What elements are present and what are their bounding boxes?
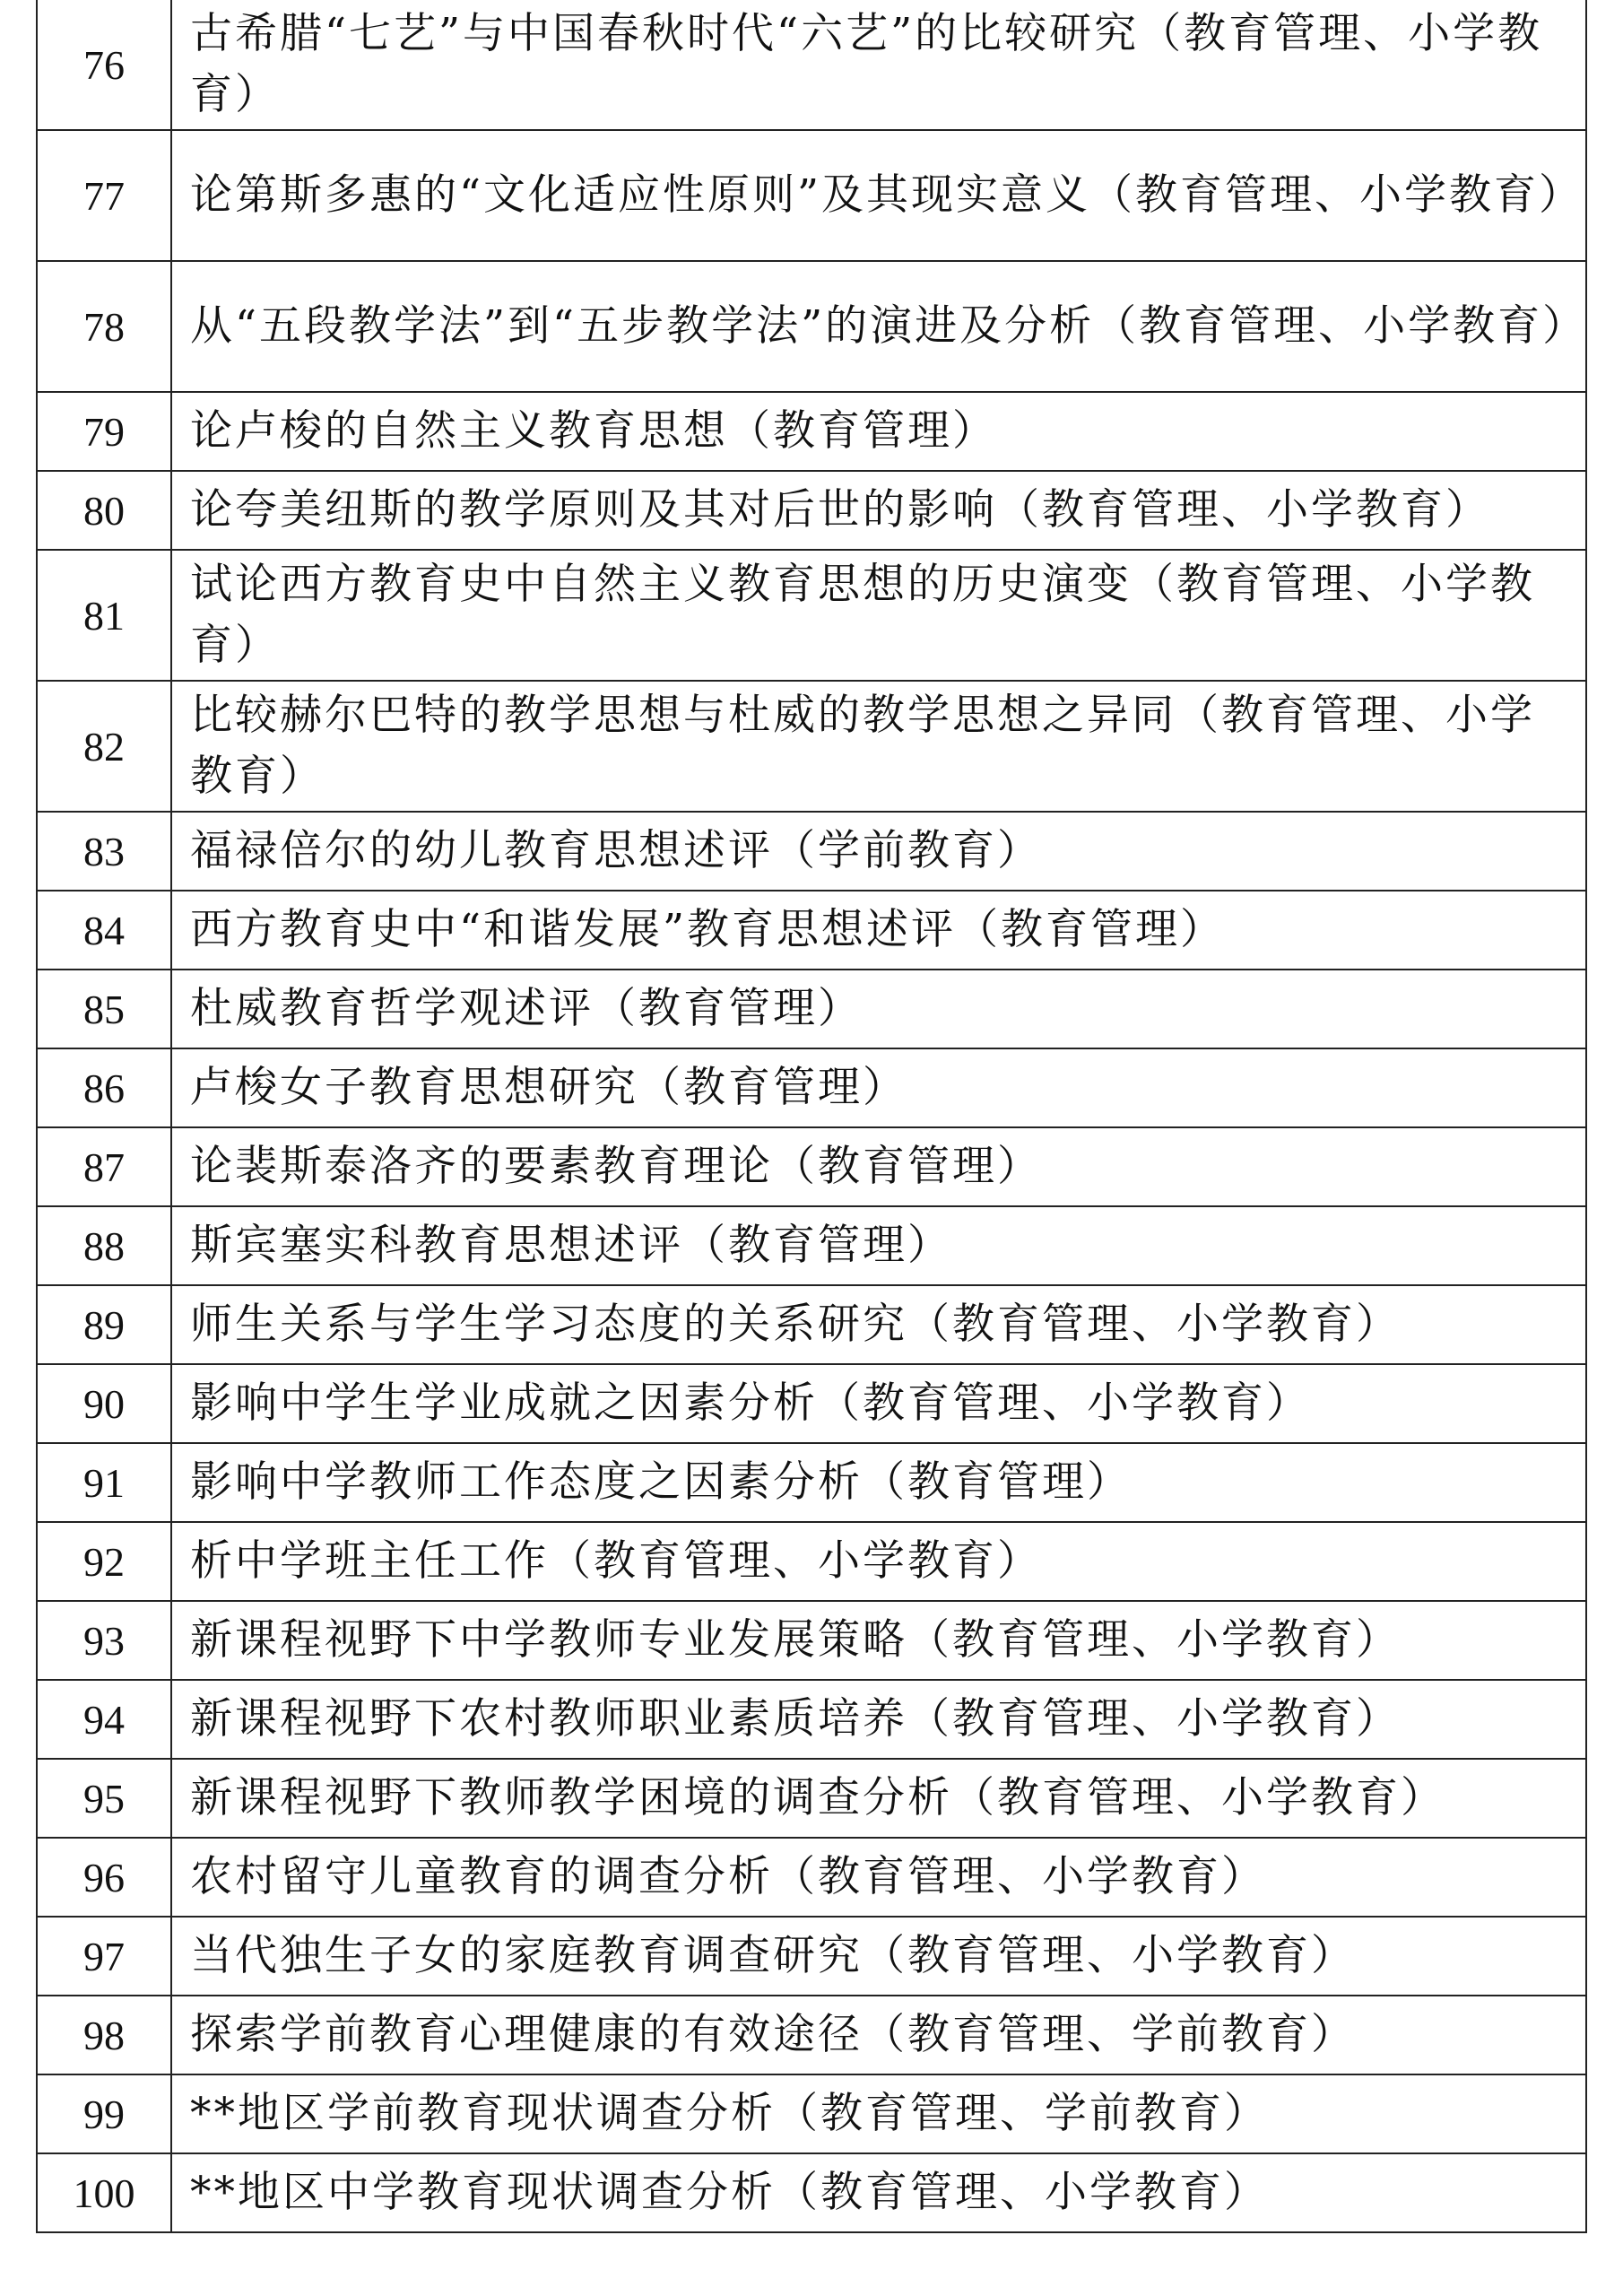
row-number: 78: [37, 261, 171, 392]
row-number: 82: [37, 681, 171, 812]
table-row: [37, 1996, 1586, 2074]
row-number: 94: [37, 1680, 171, 1759]
row-number: 97: [37, 1917, 171, 1996]
topic-title: 师生关系与学生学习态度的关系研究（教育管理、小学教育）: [171, 1285, 1586, 1364]
row-number: 77: [37, 130, 171, 261]
topic-title: 影响中学教师工作态度之因素分析（教育管理）: [171, 1443, 1586, 1522]
topic-title: 古希腊“七艺”与中国春秋时代“六艺”的比较研究（教育管理、小学教育）: [171, 0, 1586, 130]
topic-title: 新课程视野下中学教师专业发展策略（教育管理、小学教育）: [171, 1601, 1586, 1680]
table-row: [37, 1522, 1586, 1601]
table-row: [37, 2074, 1586, 2153]
table-row: [37, 970, 1586, 1048]
topic-title: 比较赫尔巴特的教学思想与杜威的教学思想之异同（教育管理、小学教育）: [171, 681, 1586, 812]
table-row: [37, 1443, 1586, 1522]
row-number: 93: [37, 1601, 171, 1680]
row-number: 87: [37, 1127, 171, 1206]
row-number: 81: [37, 550, 171, 681]
table-row: [37, 1048, 1586, 1127]
table-row: [37, 812, 1586, 891]
topic-title: 从“五段教学法”到“五步教学法”的演进及分析（教育管理、小学教育）: [171, 261, 1586, 392]
document-page: [36, 0, 1587, 2233]
topic-title: 新课程视野下教师教学困境的调查分析（教育管理、小学教育）: [171, 1759, 1586, 1838]
row-number: 80: [37, 471, 171, 550]
row-number: 86: [37, 1048, 171, 1127]
table-row: [37, 392, 1586, 471]
topic-title: 杜威教育哲学观述评（教育管理）: [171, 970, 1586, 1048]
table-row: [37, 891, 1586, 970]
topic-title: 卢梭女子教育思想研究（教育管理）: [171, 1048, 1586, 1127]
table-row: [37, 1285, 1586, 1364]
topic-title: 论裴斯泰洛齐的要素教育理论（教育管理）: [171, 1127, 1586, 1206]
row-number: 95: [37, 1759, 171, 1838]
table-row: [37, 471, 1586, 550]
topic-title: 析中学班主任工作（教育管理、小学教育）: [171, 1522, 1586, 1601]
topic-title: 论卢梭的自然主义教育思想（教育管理）: [171, 392, 1586, 471]
table-row: [37, 1759, 1586, 1838]
topic-title: 影响中学生学业成就之因素分析（教育管理、小学教育）: [171, 1364, 1586, 1443]
table-row: [37, 130, 1586, 261]
table-row: [37, 0, 1586, 130]
table-row: [37, 550, 1586, 681]
row-number: 84: [37, 891, 171, 970]
row-number: 99: [37, 2074, 171, 2153]
topic-title: **地区中学教育现状调查分析（教育管理、小学教育）: [171, 2153, 1586, 2232]
row-number: 100: [37, 2153, 171, 2232]
row-number: 85: [37, 970, 171, 1048]
topic-title: 探索学前教育心理健康的有效途径（教育管理、学前教育）: [171, 1996, 1586, 2074]
row-number: 98: [37, 1996, 171, 2074]
row-number: 92: [37, 1522, 171, 1601]
topic-title: 论第斯多惠的“文化适应性原则”及其现实意义（教育管理、小学教育）: [171, 130, 1586, 261]
topic-title: 当代独生子女的家庭教育调查研究（教育管理、小学教育）: [171, 1917, 1586, 1996]
table-row: [37, 1206, 1586, 1285]
row-number: 79: [37, 392, 171, 471]
row-number: 96: [37, 1838, 171, 1917]
table-row: [37, 1917, 1586, 1996]
topic-title: **地区学前教育现状调查分析（教育管理、学前教育）: [171, 2074, 1586, 2153]
table-row: [37, 681, 1586, 812]
table-row: [37, 1680, 1586, 1759]
table-row: [37, 1601, 1586, 1680]
row-number: 90: [37, 1364, 171, 1443]
row-number: 83: [37, 812, 171, 891]
topic-title: 西方教育史中“和谐发展”教育思想述评（教育管理）: [171, 891, 1586, 970]
table-row: [37, 1364, 1586, 1443]
table-row: [37, 261, 1586, 392]
topic-title: 斯宾塞实科教育思想述评（教育管理）: [171, 1206, 1586, 1285]
row-number: 76: [37, 0, 171, 130]
row-number: 88: [37, 1206, 171, 1285]
table-row: [37, 2153, 1586, 2232]
topic-title: 农村留守儿童教育的调查分析（教育管理、小学教育）: [171, 1838, 1586, 1917]
row-number: 89: [37, 1285, 171, 1364]
table-row: [37, 1838, 1586, 1917]
topics-table-body: [37, 0, 1586, 2232]
topic-title: 论夸美纽斯的教学原则及其对后世的影响（教育管理、小学教育）: [171, 471, 1586, 550]
topic-title: 福禄倍尔的幼儿教育思想述评（学前教育）: [171, 812, 1586, 891]
topic-title: 试论西方教育史中自然主义教育思想的历史演变（教育管理、小学教育）: [171, 550, 1586, 681]
topics-table: [36, 0, 1587, 2233]
table-row: [37, 1127, 1586, 1206]
row-number: 91: [37, 1443, 171, 1522]
topic-title: 新课程视野下农村教师职业素质培养（教育管理、小学教育）: [171, 1680, 1586, 1759]
